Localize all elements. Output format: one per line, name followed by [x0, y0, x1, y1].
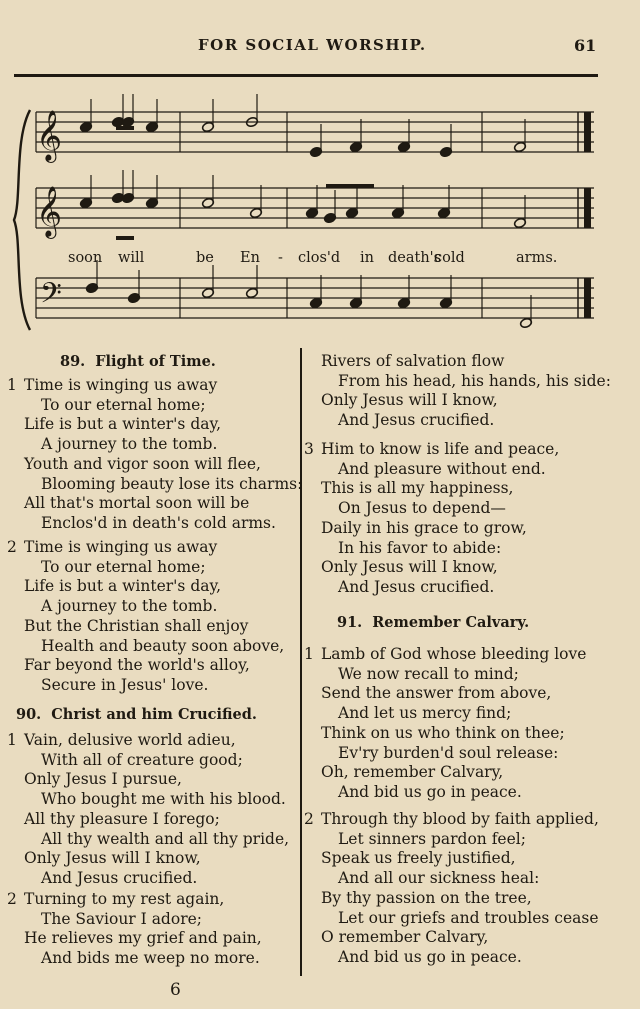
verse-line: And pleasure without end.: [338, 459, 546, 478]
verse-line: And Jesus crucified.: [338, 411, 495, 430]
treble-clef: 𝄞: [36, 186, 63, 237]
music-score: [0, 84, 640, 344]
hymn-number: 91.: [337, 614, 363, 631]
page-header: [0, 36, 640, 60]
verse-line: Enclos'd in death's cold arms.: [41, 513, 276, 532]
verse-line: And all our sickness heal:: [338, 869, 540, 888]
verse-number: 1: [7, 731, 17, 749]
verse-line: By thy passion on the tree,: [321, 888, 532, 907]
note-beam: [326, 184, 374, 188]
verse-line: Secure in Jesus' love.: [41, 675, 209, 694]
verse-line: Speak us freely justified,: [321, 849, 516, 868]
lyric-syllable: soon: [68, 250, 103, 266]
lyric-syllable: cold: [434, 250, 465, 266]
verse-line: Daily in his grace to grow,: [321, 518, 527, 537]
hymn-number: 89.: [60, 353, 86, 370]
verse-line: Oh, remember Calvary,: [321, 763, 504, 782]
verse-line: Time is winging us away: [24, 538, 218, 556]
verse-line: This is all my happiness,: [321, 479, 514, 498]
verse-line: Life is but a winter's day,: [24, 415, 222, 434]
hymn-title: [16, 706, 257, 723]
lyric-syllable: En: [240, 250, 260, 266]
verse-line: Who bought me with his blood.: [41, 790, 286, 809]
verse-line: All thy wealth and all thy pride,: [41, 829, 290, 848]
verse-line: To our eternal home;: [41, 395, 206, 414]
note-beam: [116, 126, 134, 130]
verse-line: Life is but a winter's day,: [24, 577, 222, 596]
final-barline: [584, 112, 591, 152]
verse-line: And let us mercy find;: [338, 704, 512, 723]
verse-line: Through thy blood by faith applied,: [321, 810, 599, 828]
verse-line: And bid us go in peace.: [338, 947, 522, 966]
verse-line: Send the answer from above,: [321, 684, 552, 703]
verse-line: He relieves my grief and pain,: [24, 929, 262, 948]
lyric-syllable: -: [278, 250, 283, 266]
system-brace: [14, 110, 30, 330]
header-rule: [14, 74, 598, 77]
verse-line: Only Jesus will I know,: [321, 558, 498, 577]
verse-line: On Jesus to depend—: [338, 499, 506, 518]
final-barline: [584, 188, 591, 228]
lyric-syllable: be: [196, 250, 214, 266]
verse-number: 1: [7, 376, 17, 394]
signature-mark: 6: [170, 980, 181, 1000]
verse-line: Only Jesus I pursue,: [24, 770, 182, 789]
hymn-title-text: Christ and him Crucified.: [51, 706, 257, 723]
verse-line: Only Jesus will I know,: [24, 849, 201, 868]
verse-line: Him to know is life and peace,: [321, 440, 560, 458]
verse-line: From his head, his hands, his side:: [338, 371, 611, 390]
hymn-number: 90.: [16, 706, 42, 723]
verse-line: Blooming beauty lose its charms:: [41, 474, 303, 493]
verse-line: All thy pleasure I forego;: [24, 809, 220, 828]
verse-line: And bid us go in peace.: [338, 782, 522, 801]
verse-line: Rivers of salvation flow: [321, 352, 505, 370]
lyric-syllable: will: [118, 250, 145, 266]
lyric-syllable: in: [360, 250, 374, 266]
verse-number: 1: [304, 645, 314, 663]
verse-line: Vain, delusive world adieu,: [24, 731, 236, 749]
verse-line: With all of creature good;: [41, 750, 243, 769]
verse-line: In his favor to abide:: [338, 538, 502, 557]
verse-line: Turning to my rest again,: [24, 890, 225, 908]
verse-line: Health and beauty soon above,: [41, 636, 285, 655]
verse-line: We now recall to mind;: [338, 664, 519, 683]
verse-line: Youth and vigor soon will flee,: [24, 454, 261, 473]
verse-line: All that's mortal soon will be: [24, 494, 250, 513]
verse-line: Let our griefs and troubles cease: [338, 908, 599, 927]
verse-line: Only Jesus will I know,: [321, 391, 498, 410]
hymn-title-text: Remember Calvary.: [372, 614, 530, 631]
verse-line: The Saviour I adore;: [41, 909, 202, 928]
verse-line: But the Christian shall enjoy: [24, 616, 249, 635]
bass-clef: 𝄢: [40, 277, 62, 317]
verse-line: O remember Calvary,: [321, 928, 489, 947]
verse-line: A journey to the tomb.: [41, 435, 218, 454]
hymn-title: [60, 353, 216, 370]
verse-line: And Jesus crucified.: [41, 868, 198, 887]
verse-line: To our eternal home;: [41, 557, 206, 576]
column-divider: [300, 348, 302, 976]
verse-line: Far beyond the world's alloy,: [24, 656, 250, 675]
verse-line: Lamb of God whose bleeding love: [321, 645, 587, 663]
verse-line: Ev'ry burden'd soul release:: [338, 743, 559, 762]
lyric-syllable: clos'd: [298, 250, 341, 266]
lyric-syllable: arms.: [516, 250, 558, 266]
verse-line: Let sinners pardon feel;: [338, 829, 526, 848]
hymn-title: [337, 614, 529, 631]
lyric-syllable: death's: [388, 250, 442, 266]
running-title: FOR SOCIAL WORSHIP.: [198, 36, 427, 54]
note-beam: [116, 236, 134, 240]
verse-number: 3: [304, 440, 314, 458]
hymn-title-text: Flight of Time.: [95, 353, 216, 370]
page-number: 61: [574, 36, 597, 55]
treble-clef: 𝄞: [36, 110, 63, 161]
verse-line: Time is winging us away: [24, 376, 218, 394]
verse-line: A journey to the tomb.: [41, 597, 218, 616]
verse-number: 2: [304, 810, 314, 828]
verse-number: 2: [7, 890, 17, 908]
verse-line: Think on us who think on thee;: [321, 723, 565, 742]
verse-line: And Jesus crucified.: [338, 577, 495, 596]
verse-line: And bids me weep no more.: [41, 949, 260, 968]
final-barline: [584, 278, 591, 318]
verse-number: 2: [7, 538, 17, 556]
